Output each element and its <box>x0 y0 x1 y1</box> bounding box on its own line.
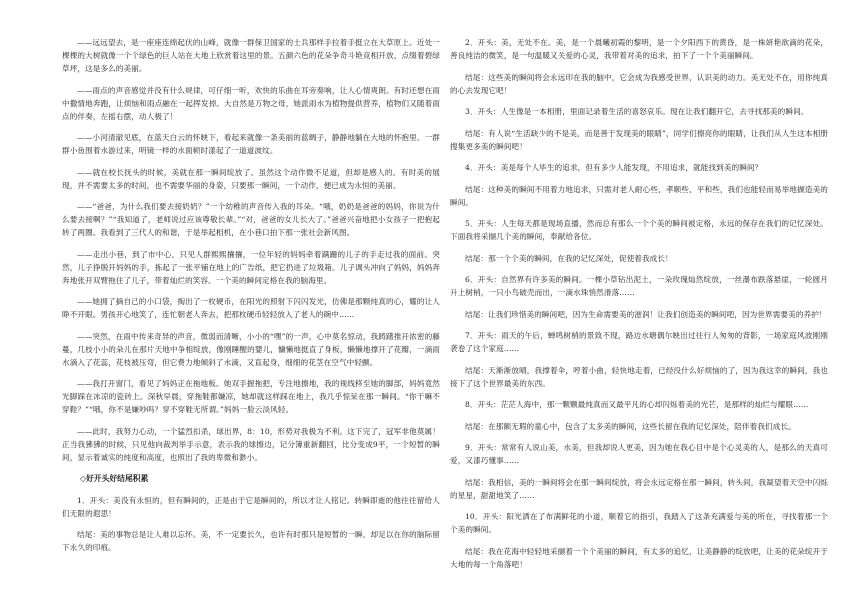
opening-example: 1．开头：美没有永恒的，但有瞬间的，正是由于它是瞬间的，所以才让人铭记。转瞬即逝的他往往留给人们无限的遐思！ <box>62 495 440 518</box>
body-paragraph: ——走出小巷，到了市中心，只见人群熙熙攘攘，一位年轻的妈妈牵着蹒跚的儿子的手走过我的面前。突然，儿子挣脱开妈妈的手，拣起了一张平铺在地上的广告纸，把它扔进了垃圾箱。儿子调头冲向了妈妈，妈妈奔奔地张开双臂拖住了儿子，带着灿烂的笑容。一个美的瞬间定格在我的脑海里。 <box>62 249 440 285</box>
body-paragraph: ——“爸爸，为什么我们要去接奶奶？”一个幼稚的声音传入我的耳朵。“哦，奶奶是爸爸的妈妈，你说为什么要去接啊？”“我知道了，老师说过应该尊敬长辈。”“对，爸爸的女儿长大了。”爸爸兴奋地把小女孩子一把抱起转了两圈。我看到了三代人的和谐，于是举起相机，在小巷口拍下那一张社会新风图。 <box>62 202 440 237</box>
opening-example: 8．开头：茫茫人海中，那一颗颗最纯真而又最平凡的心却闪烁着美的光芒，是那样的灿烂与耀眼…… <box>465 400 809 409</box>
opening-example: 10．开头：阳光洒在了布满鲜花的小道，顺着它的指引，我踏入了这条充满爱与美的所在，寻找着那一个个美的瞬间。 <box>450 512 828 534</box>
opening-example: 7．开头：雨天的午后，蝉鸣树梢的景致不现，路边水塘偶尔映出过往行人匆匆的背影，一场家庭风波刚刚袭卷了这个家庭…… <box>450 331 828 353</box>
body-paragraph: ——远远望去，是一座座连绵起伏的山峰，就像一群保卫国家的士兵那样手拉着手挺立在大草原上。近处一棵棵的大树就像一个个绿色的巨人站在大地上欣赏着这里的景。五颜六色的花朵争奇斗艳竞相开放，点缀着碧绿草坪，这是多么的美丽。 <box>62 38 440 73</box>
ending-example: 结尾：在那额无瑕的童心中，包含了太多美的瞬间，这些长留在我的记忆深处，陪伴着我们成长。 <box>465 421 796 431</box>
opening-example: 5．开头：人生每天都是现场直播，然而总有那么一个个美的瞬间被定格，永远的保存在我们的记忆深处。下面我将采撷几个美的瞬间，奉献给各位。 <box>450 219 828 241</box>
body-paragraph: ——就在校长抚头的时候，美就在那一瞬间绽放了。虽然这个动作微不足道，但却是感人的。有时美的展现，并不需要太多的时间，也不需要华丽的身姿，只要那一瞬间，一个动作，便已成为永恒的美丽。 <box>62 167 440 190</box>
body-paragraph: ——雨点的声音感觉并没有什么规律，可仔细一听，欢快的乐曲在耳旁奏响，让人心情爽朗。有时还想在雨中撒情地奔跑，让烦恼和雨点融在一起挥发掉。大自然是万物之母，她派雨水为植物提供营养，植物们又随着雨点的伴奏，左摇右摆，动人极了！ <box>62 85 440 121</box>
opening-example: 9．开头：常常有人说山美，水美，但我却说人更美，因为她在我心目中是个心灵美的人，是那么的天真可爱，又漆巧懂事…… <box>450 443 828 465</box>
ending-example: 结尾：美的事物总是让人难以忘怀。美，不一定要长久，也许有时那只是短暂的一瞬，却足以在你的脑际留下永久的印痕。 <box>62 530 440 552</box>
opening-example: 3．开头：人生像是一本相册，里面记录着生活的喜怒哀乐。现在让我们翻开它，去寻找那美的瞬间。 <box>465 107 809 116</box>
ending-example: 结尾：我相信，美的一瞬间将会在那一瞬间绽放，将会永远定格在那一瞬间，转头间，我凝望着天空中闪烁的星星，甜甜地笑了…… <box>450 477 828 500</box>
opening-example: 6．开头：自然界有许多美的瞬间。一棵小草钻出泥土，一朵玫瑰灿然绽放，一丝瀑布跌落悬崖，一轮圆月升上树梢，一只小鸟破壳而出，一滴水珠悄然滑落…… <box>450 275 828 297</box>
right-column <box>450 0 828 608</box>
body-paragraph: ——我打开窗门，看见了妈妈正在拖地板。她双手握拖把，专注地擦地，我的视线移至她的脚部，妈妈竟然光脚踩在冰凉的瓷砖上。深秋早晨，穿拖鞋都嫌凉，她却就这样踩在地上，我几乎惊呆在那一瞬间。“你干嘛不穿鞋？”“哦，你不是嫌吵吗？穿不穿鞋无所谓。”妈妈一脸云淡风轻。 <box>62 379 440 414</box>
ending-example: 结尾：这些美的瞬间将会永远印在我的脑中，它会成为我感受世界，认识美的动力。美无处不在，用你纯真的心去发现它吧！ <box>450 72 828 95</box>
opening-example: 2．开头：美，无处不在。美，是一个晨曦初霞的黎明，是一个夕阳西下的黄昏，是一株妍艳欲滴的花朵，善良纯洁的微笑，是一句温暖又关爱的心灵，我带着对美的追求，拍下了一个个美丽瞬间。 <box>450 38 828 60</box>
left-column <box>62 0 440 608</box>
ending-example: 结尾：有人说“生活缺少的不是美，而是善于发现美的眼睛”，同学们擦亮你的眼睛，让我们从人生这本相册搜集更多美的瞬间吧！ <box>450 128 828 151</box>
body-paragraph: ——此时，我努力心动，一个猛烈扣杀，球出界，8：10，形势对我极为不利。这下完了，冠军非他莫属！正当我狒狒的时候，只见他向裁判举手示意，表示我的球擦边，记分簿重新翻回，比分变成9平，一个短暂的瞬间，显示着诚实的纯度和高度，也照出了我的卑微和渺小。 <box>62 426 440 462</box>
ending-example: 结尾：这种美的瞬间不用着力地追求，只需对老人耐心些，孝顺些、平和些，我们也能轻而易举地撷造美的瞬间。 <box>450 184 828 207</box>
section-heading: ◇好开头好结尾积累 <box>80 474 149 483</box>
body-paragraph: ——突然，在雨中传来奇异的声音，微弱而清晰，小小的“嘿”的一声，心中莫名惊动，我踌躇推开浓密的藤蔓，几枝小小的朵儿在那片天地中争相绽放，像刚睡醒的婴儿，慵懒地挺直了身板，懒懒地撑开了花瓣，一滴雨水滴入了花蕊，花枝被压弯，但它费力地倾斜了水滴，又直起身，细细的花茎在空气中轻颤。 <box>62 331 440 367</box>
ending-example: 结尾：我在花海中轻轻地采撷着一个个美丽的瞬间，有太多的追忆，让美静静的绽放吧，让美的花朵绽开于大地的每一个角落吧！ <box>450 546 828 569</box>
ending-example: 结尾：让我们珍惜美的瞬间吧，因为生命需要美的滋润！让我们创造美的瞬间吧，因为世界需要美的养护！ <box>465 309 827 319</box>
ending-example: 结尾：天渐渐放晴，我撑着伞，哼着小曲，轻快地走着，已经没什么好烦恼的了，因为我这幸的瞬间，我也接下了这个世界最美的东西。 <box>450 365 828 388</box>
opening-example: 4．开头：美是每个人毕生的追求，但有多少人能发现，不用追求，就能找到美的瞬间？ <box>465 163 763 172</box>
ending-example: 结尾：那一个个美的瞬间，在我的记忆深处，促使着我成长！ <box>465 253 673 263</box>
body-paragraph: ——她拥了摘自己的小口袋，掏出了一枚硬币，在阳光的照射下闪闪发光，仿佛是那颗纯真的心，耀的让人睁不开眼。男孩开心地笑了，连忙朝老人奔去，把那枚硬币轻轻放入了老人的碗中…… <box>62 297 440 319</box>
body-paragraph: ——小河清澈见底，在蓝天白云的怀映下，看起来就像一条美丽的蓝绸子，静静地躺在大地的怀抱里。一群群小鱼围着水游过来，明镜一样的水面顿时漾起了一道道波纹。 <box>62 133 440 155</box>
